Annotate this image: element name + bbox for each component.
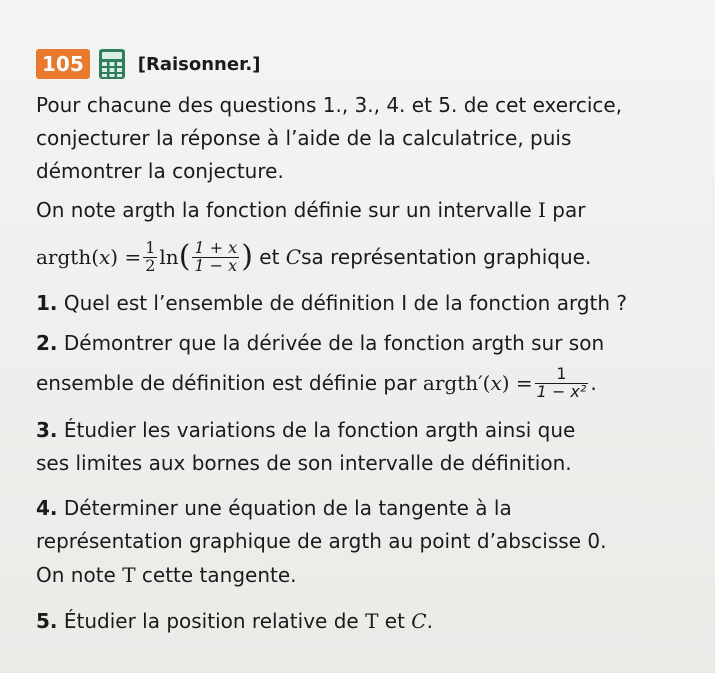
intro-line-1: Pour chacune des questions 1., 3., 4. et 5. de cet exercice, <box>36 93 623 117</box>
intro-line-3: démontrer la conjecture. <box>36 159 284 183</box>
exercise-header <box>36 48 260 80</box>
question-1-text: Quel est l’ensemble de définition I de la fonction argth ? <box>57 291 628 315</box>
question-4-text: Déterminer une équation de la tangente à la <box>57 496 512 520</box>
question-4-line-1 <box>36 495 512 521</box>
open-paren: ( <box>178 239 191 274</box>
curve-symbol: C <box>285 245 302 269</box>
question-5-number: 5. <box>36 609 58 633</box>
question-5-mid: et <box>378 609 412 633</box>
question-4-number: 4. <box>36 496 58 520</box>
ratio-numerator: 1 + x <box>194 237 238 257</box>
ratio-fraction <box>192 237 239 275</box>
half-denominator: 2 <box>145 255 156 275</box>
interval-symbol: I <box>538 198 546 222</box>
question-2-text: Démontrer que la dérivée de la fonction argth sur son <box>57 331 605 355</box>
fn-eq: ) = <box>110 245 142 269</box>
question-3-text: Étudier les variations de la fonction argth ainsi que <box>57 418 576 442</box>
exercise-number-badge: 105 <box>36 49 90 79</box>
question-5-end: . <box>426 609 433 633</box>
question-1-number: 1. <box>36 291 58 315</box>
derivative-end: . <box>590 371 597 395</box>
definition-tail-2: sa représentation graphique. <box>301 245 592 269</box>
definition-formula-line <box>36 234 591 280</box>
exercise-tag: [Raisonner.] <box>137 53 261 75</box>
derivative-eq: ) = <box>501 371 533 395</box>
close-paren: ) <box>241 239 253 274</box>
question-3-line-2: ses limites aux bornes de son intervalle de définition. <box>36 451 572 475</box>
question-4-line-3 <box>36 562 297 588</box>
curve-symbol-2: C <box>411 609 427 633</box>
question-5 <box>36 608 433 634</box>
question-3-number: 3. <box>36 418 58 442</box>
question-4-text-3: On note <box>36 563 123 587</box>
definition-text-end: par <box>545 198 586 222</box>
derivative-numerator: 1 <box>535 366 589 384</box>
question-1 <box>36 290 627 316</box>
intro-line-2: conjecturer la réponse à l’aide de la calculatrice, puis <box>36 126 572 150</box>
fn-x: x <box>99 245 111 269</box>
derivative-lhs: argth′( <box>422 371 491 395</box>
half-numerator: 1 <box>145 237 156 257</box>
definition-line-1 <box>36 197 585 223</box>
calculator-icon <box>98 48 126 80</box>
question-3-line-1 <box>36 417 575 443</box>
half-fraction <box>143 237 157 275</box>
tangent-symbol: T <box>122 563 136 587</box>
ratio-denominator: 1 − x <box>194 255 238 275</box>
question-2-line-1 <box>36 330 604 356</box>
fn-lhs: argth( <box>36 245 100 269</box>
question-2-text-2: ensemble de définition est définie par <box>36 371 423 395</box>
definition-text: On note argth la fonction définie sur un intervalle <box>36 198 539 222</box>
derivative-fraction <box>535 363 589 401</box>
derivative-x: x <box>490 371 502 395</box>
question-4-line-2: représentation graphique de argth au point d’abscisse 0. <box>36 529 607 553</box>
question-2-number: 2. <box>36 331 58 355</box>
question-2-line-2 <box>36 360 597 406</box>
question-4-text-3-end: cette tangente. <box>135 563 297 587</box>
question-5-text: Étudier la position relative de <box>57 609 366 633</box>
derivative-denominator: 1 − x² <box>536 381 587 401</box>
tangent-symbol-2: T <box>365 609 379 633</box>
definition-tail-1: et <box>252 245 286 269</box>
ln-symbol: ln <box>159 245 179 269</box>
